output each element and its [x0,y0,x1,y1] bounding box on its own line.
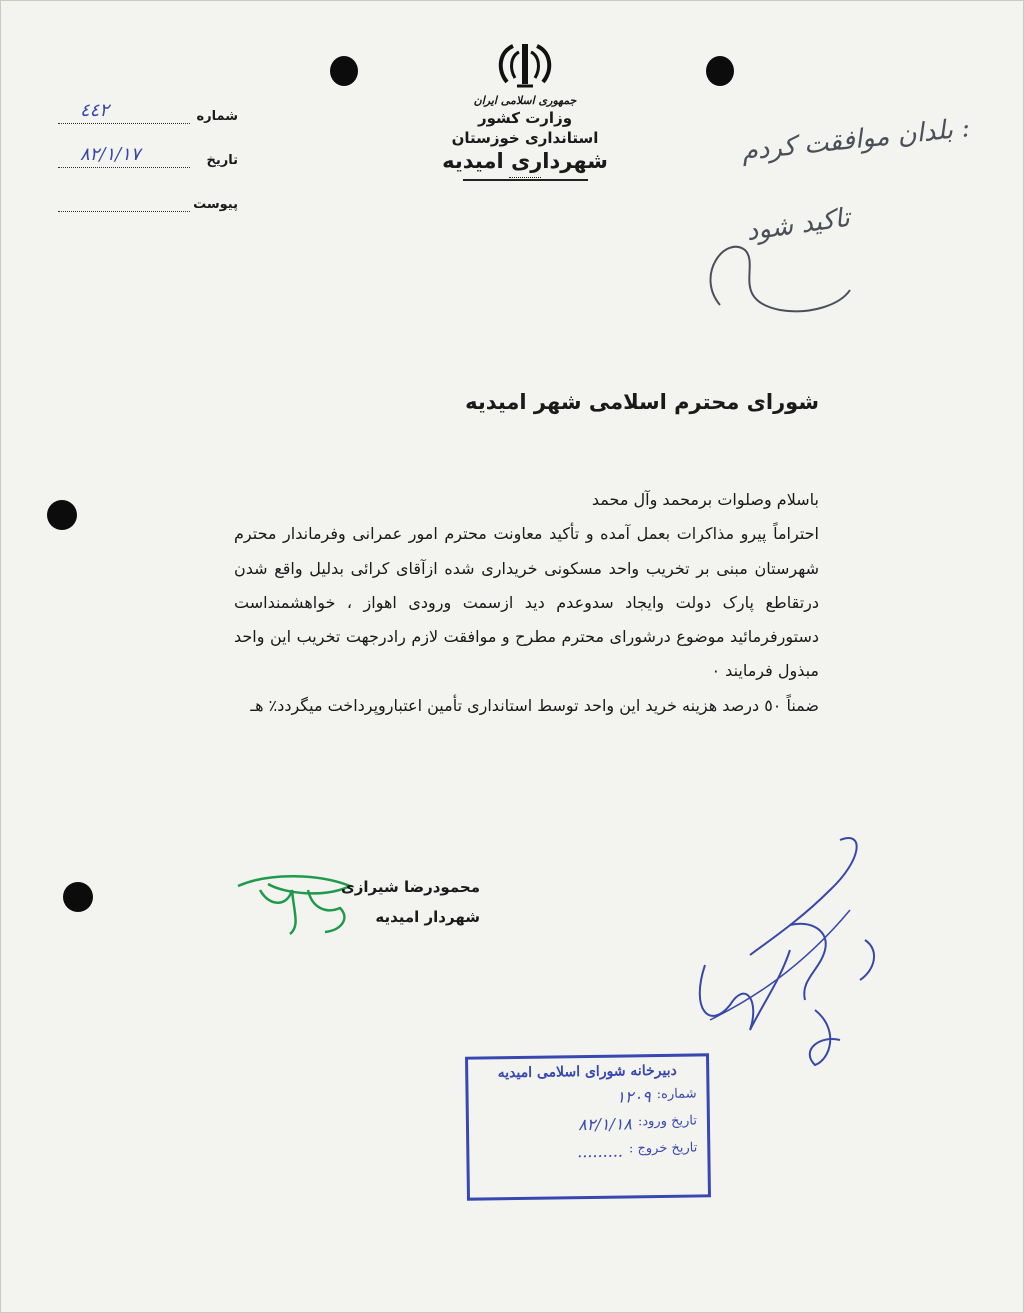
punch-hole-top-left [330,56,358,86]
letterhead-province: استانداری خوزستان [451,129,599,147]
letterhead-municipality: شهرداری امیدیه [442,149,608,173]
stamp-entry-date-value: ٨٢/١/١٨ [578,1114,633,1135]
stamp-exit-date-label: تاریخ خروج : [628,1140,698,1157]
meta-date-line [58,143,190,168]
punch-hole-top-right [706,56,734,86]
letter-meta [58,80,238,212]
signer-title: شهردار امیدیه [375,908,480,926]
letterhead-ministry: وزارت کشور [477,109,573,127]
letter-paragraph-1: احتراماً پیرو مذاکرات بعمل آمده و تأکید معاونت محترم امور عمرانی وفرماندار محترم شهرستان مبنی بر تخریب واحد مسکونی خریداری شده ازآقای کرائی بدلیل واقع شدن درتقاطع پارک دولت وایجاد سدوعدم دید ازسمت ورودی اهواز ، خواهشمنداست دستورفرمائید موضوع درشورای محترم مطرح و موافقت لازم رادرجهت تخریب این واحد مبذول فرمایند ۰ [234,524,819,681]
meta-attachment-row [58,168,238,212]
punch-hole-bottom [63,882,93,912]
stamp-number-label: شماره: [656,1086,697,1103]
meta-attachment-label: پیوست [193,197,238,212]
signature-block [230,868,480,926]
stamp-entry-date-row [479,1113,697,1135]
meta-attachment-line [58,187,190,212]
meta-number-label: شماره [196,109,238,124]
stamp-number-row [478,1086,696,1108]
letterhead-divider [463,179,588,181]
meta-number-row [58,80,238,124]
letter-body [234,483,819,723]
letter-paragraph-2: ضمناً ٥٠ درصد هزینه خرید این واحد توسط استانداری تأمین اعتباروپرداخت میگردد٪ هـ [250,695,819,715]
letter-greeting: باسلام وصلوات برمحمد وآل محمد [591,490,819,509]
signer-name: محمودرضا شیرازی [341,878,480,896]
punch-hole-middle [47,500,77,530]
letterhead-country: جمهوری اسلامی ایران [473,94,577,107]
meta-number-line [58,99,190,124]
meta-date-label: تاریخ [206,153,238,168]
stamp-exit-date-row [479,1140,697,1162]
blue-handwritten-annotation-icon [690,830,900,1080]
stamp-number-value: ١٢٠٩ [616,1087,651,1107]
letterhead [410,40,640,181]
council-secretariat-stamp [465,1053,711,1200]
stamp-exit-date-value: ......... [577,1141,624,1162]
meta-number-value: ٤٤٢ [80,100,110,121]
stamp-title: دبیرخانه شورای اسلامی امیدیه [497,1062,677,1082]
emblem-icon [495,40,555,92]
handwritten-note [700,115,1000,325]
handwritten-note-line1: : بلدان موافقت کردم [739,113,971,167]
handwritten-note-line2: تاکید شود [744,202,852,248]
handwritten-flourish-icon [700,115,1000,325]
recipient-heading: شورای محترم اسلامی شهر امیدیه [465,390,819,414]
meta-date-value: ٨٢/١/١٧ [80,144,141,165]
meta-date-row [58,124,238,168]
stamp-entry-date-label: تاریخ ورود: [637,1113,698,1130]
